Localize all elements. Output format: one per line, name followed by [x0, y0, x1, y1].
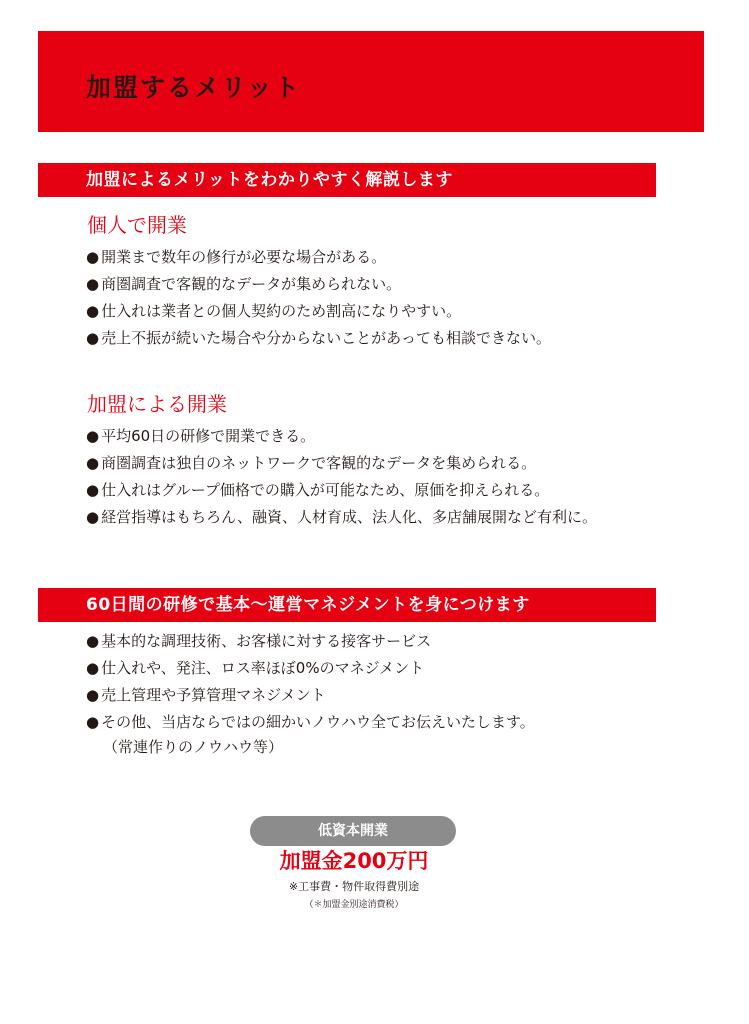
- list-item: ● 仕入れは業者との個人契約のため割高になりやすい。: [86, 298, 551, 325]
- header-band: [38, 31, 704, 132]
- tax-note: （＊加盟金別途消費税）: [304, 900, 404, 910]
- kojin-list: [86, 244, 551, 352]
- list-item: ● 基本的な調理技術、お客様に対する接客サービス: [86, 628, 535, 655]
- training-list: [86, 628, 535, 758]
- list-item: ● 仕入れはグループ価格での購入が可能なため、原価を抑えられる。: [86, 477, 597, 504]
- list-item: ● 売上管理や予算管理マネジメント: [86, 682, 535, 709]
- list-item: ● 商圏調査で客観的なデータが集められない。: [86, 271, 551, 298]
- page-title: 加盟するメリット: [86, 73, 302, 102]
- list-item: ● 売上不振が続いた場合や分からないことがあっても相談できない。: [86, 325, 551, 352]
- section-bar-merits: 加盟によるメリットをわかりやすく解説します: [38, 163, 656, 197]
- cost-note: ※工事費・物件取得費別途: [288, 880, 420, 893]
- section-bar-training: 60日間の研修で基本〜運営マネジメントを身につけます: [38, 588, 656, 622]
- list-item: ● 仕入れや、発注、ロス率ほぼ0%のマネジメント: [86, 655, 535, 682]
- low-capital-badge: 低資本開業: [250, 816, 456, 846]
- kamei-heading: 加盟による開業: [87, 392, 227, 416]
- kojin-heading: 個人で開業: [87, 213, 187, 237]
- franchise-fee: 加盟金200万円: [279, 849, 429, 873]
- list-item-continuation: （常連作りのノウハウ等）: [103, 738, 284, 756]
- list-item: ● その他、当店ならではの細かいノウハウ全てお伝えいたします。: [86, 709, 535, 736]
- list-item: ● 経営指導はもちろん、融資、人材育成、法人化、多店舗展開など有利に。: [86, 504, 597, 531]
- list-item: ● 開業まで数年の修行が必要な場合がある。: [86, 244, 551, 271]
- list-item: ● 平均60日の研修で開業できる。: [86, 423, 597, 450]
- list-item: ● 商圏調査は独自のネットワークで客観的なデータを集められる。: [86, 450, 597, 477]
- kamei-list: [86, 423, 597, 531]
